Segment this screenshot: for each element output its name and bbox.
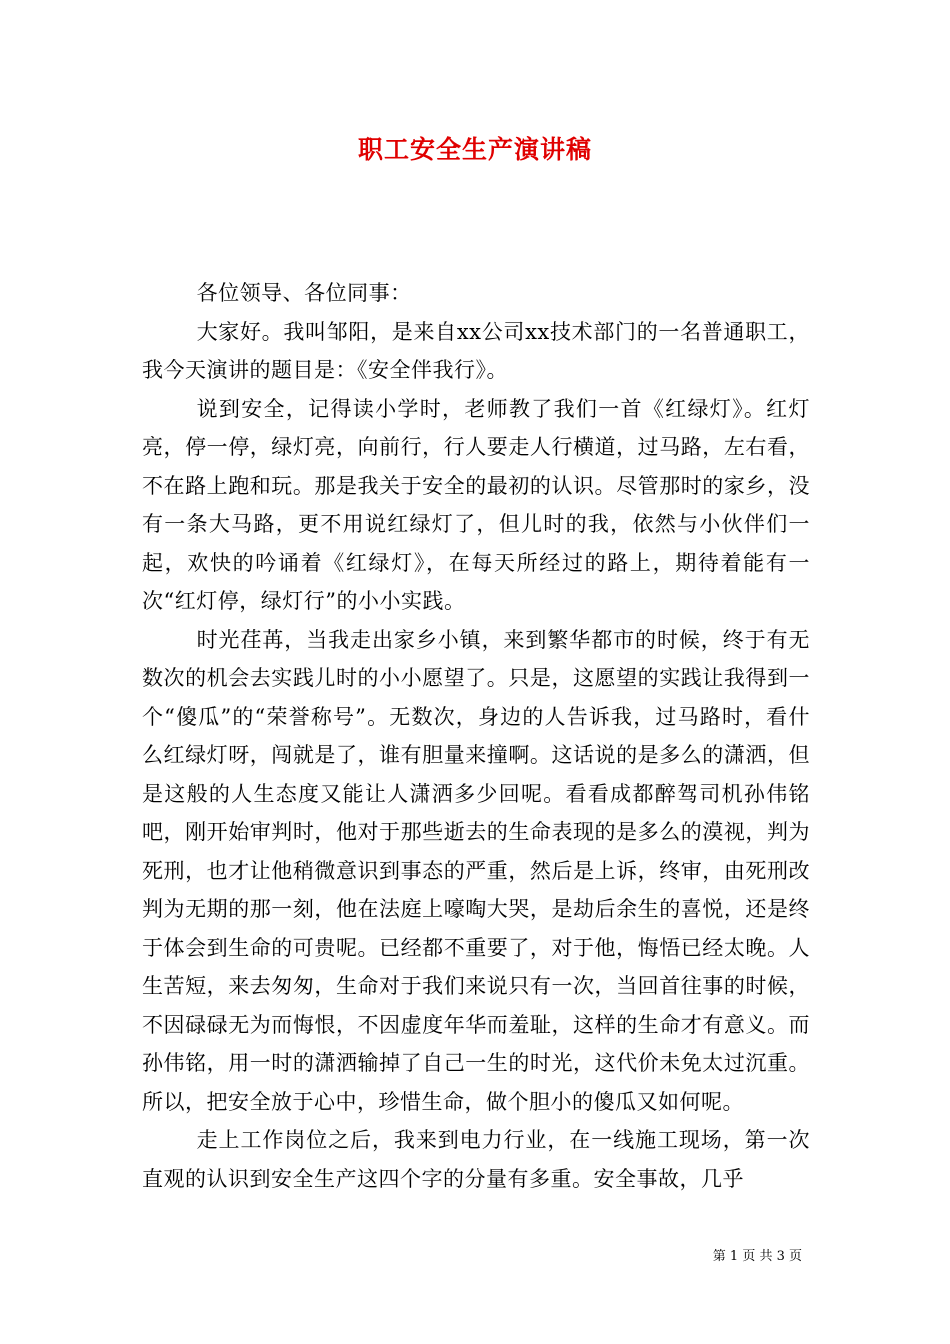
paragraph-work: 走上工作岗位之后，我来到电力行业，在一线施工现场，第一次直观的认识到安全生产这四个字的分量有多重。安全事故，几乎 xyxy=(142,1128,810,1191)
paragraph-city: 时光荏苒，当我走出家乡小镇，来到繁华都市的时候，终于有无数次的机会去实践儿时的小小愿望了。只是，这愿望的实践让我得到一个“傻瓜”的“荣誉称号”。无数次，身边的人告诉我，过马路时，看什么红绿灯呀，闯就是了，谁有胆量来撞啊。这话说的是多么的潇洒，但是这般的人生态度又能让人潇洒多少回呢。看看成都醉驾司机孙伟铭吧，刚开始审判时，他对于那些逝去的生命表现的是多么的漠视，判为死刑，也才让他稍微意识到事态的严重，然后是上诉，终审，由死刑改判为无期的那一刻，他在法庭上嚎啕大哭，是劫后余生的喜悦，还是终于体会到生命的可贵呢。已经都不重要了，对于他，悔悟已经太晚。人生苦短，来去匆匆，生命对于我们来说只有一次，当回首往事的时候，不因碌碌无为而悔恨，不因虚度年华而羞耻，这样的生命才有意义。而孙伟铭，用一时的潇洒输掉了自己一生的时光，这代价未免太过沉重。所以，把安全放于心中，珍惜生命，做个胆小的傻瓜又如何呢。 xyxy=(142,627,810,1114)
paragraph-salutation: 各位领导、各位同事： xyxy=(196,281,412,305)
page-number-footer: 第 1 页 共 3 页 xyxy=(712,1249,802,1264)
paragraph-introduction: 大家好。我叫邹阳，是来自xx公司xx技术部门的一名普通职工，我今天演讲的题目是：《安全伴我行》。 xyxy=(142,319,810,382)
paragraph-childhood: 说到安全，记得读小学时，老师教了我们一首《红绿灯》。红灯亮，停一停，绿灯亮，向前行，行人要走人行横道，过马路，左右看，不在路上跑和玩。那是我关于安全的最初的认识。尽管那时的家乡，没有一条大马路，更不用说红绿灯了，但儿时的我，依然与小伙伴们一起，欢快的吟诵着《红绿灯》，在每天所经过的路上，期待着能有一次“红灯停，绿灯行”的小小实践。 xyxy=(142,396,810,613)
page-title: 职工安全生产演讲稿 xyxy=(357,135,592,164)
document-body xyxy=(142,274,810,1198)
